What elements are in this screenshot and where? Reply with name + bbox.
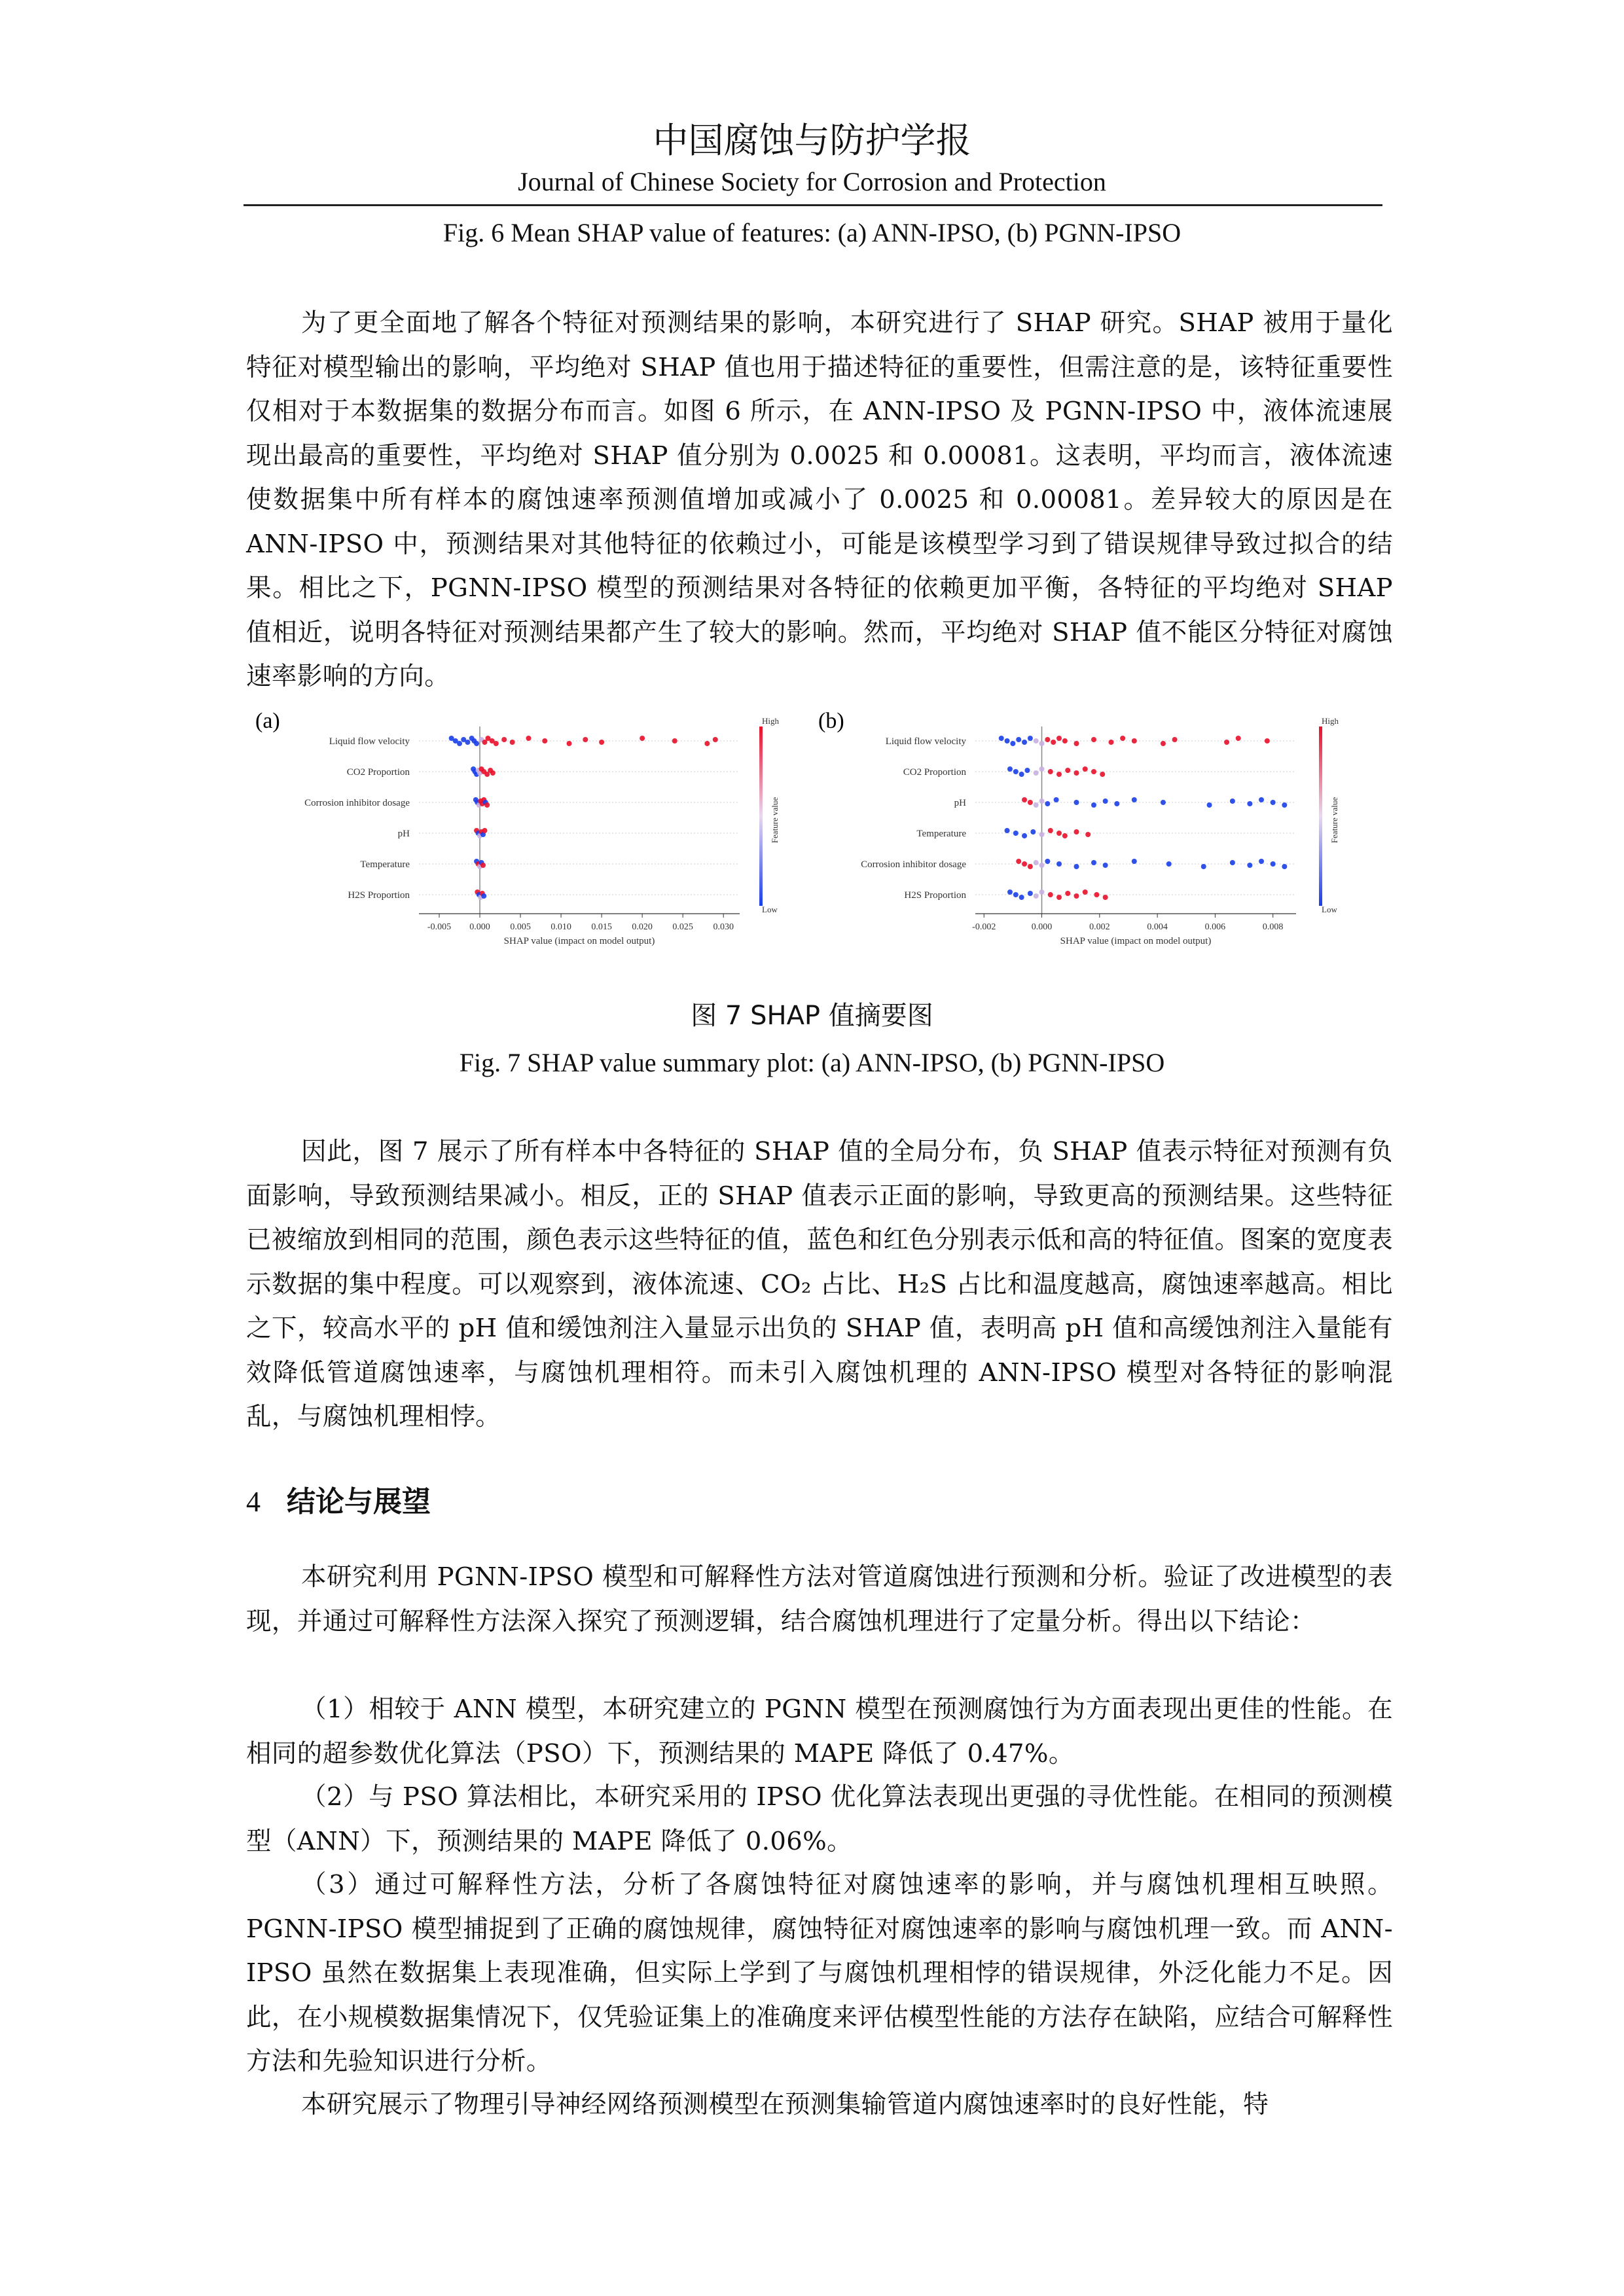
shap-point — [474, 741, 479, 746]
colorbar-title: Feature value — [1329, 797, 1339, 844]
shap-point — [1085, 832, 1091, 837]
shap-point — [480, 863, 486, 868]
shap-point — [713, 737, 718, 742]
shap-point — [1065, 768, 1070, 773]
x-tick-label: 0.000 — [1031, 922, 1053, 932]
shap-point — [1065, 891, 1070, 896]
colorbar-high-label: High — [1322, 716, 1339, 726]
feature-label: Liquid flow velocity — [885, 736, 966, 747]
shap-point — [1034, 860, 1039, 865]
shap-point — [1022, 740, 1027, 745]
shap-point — [1230, 798, 1235, 804]
shap-point — [1062, 833, 1068, 838]
feature-label: H2S Proportion — [904, 890, 966, 901]
x-tick-label: 0.008 — [1262, 922, 1284, 932]
shap-point — [704, 741, 710, 746]
feature-label: CO2 Proportion — [903, 767, 966, 778]
shap-point — [1039, 832, 1045, 837]
shap-point — [1056, 861, 1062, 867]
shap-point — [457, 741, 462, 746]
shap-point — [1019, 895, 1024, 900]
colorbar — [1319, 726, 1322, 906]
fig7-caption-cn: 图 7 SHAP 值摘要图 — [691, 1001, 933, 1031]
shap-point — [1271, 800, 1276, 805]
shap-point — [1132, 859, 1137, 864]
shap-point — [1161, 800, 1166, 805]
shap-point — [1007, 766, 1013, 772]
x-tick-label: 0.000 — [469, 922, 490, 932]
shap-point — [1100, 772, 1105, 777]
shap-point — [1265, 738, 1270, 744]
shap-point — [1074, 770, 1079, 776]
shap-point — [1103, 863, 1108, 868]
x-axis-label: SHAP value (impact on model output) — [1060, 936, 1212, 946]
shap-point — [494, 741, 499, 746]
shap-point — [1034, 802, 1039, 808]
header-rule — [244, 204, 1382, 206]
colorbar-high-label: High — [762, 716, 779, 726]
shap-point — [1016, 859, 1021, 864]
shap-point — [1282, 864, 1287, 869]
shap-point — [1083, 889, 1088, 895]
shap-point — [1028, 891, 1033, 896]
shap-point — [1074, 741, 1079, 746]
shap-point — [1103, 895, 1108, 900]
shap-point — [1074, 800, 1079, 805]
panel-label: (b) — [818, 709, 844, 733]
shap-point — [1120, 736, 1125, 741]
x-tick-label: 0.002 — [1089, 922, 1110, 932]
feature-label: Temperature — [916, 829, 966, 839]
shap-point — [482, 828, 487, 833]
shap-point — [1054, 797, 1059, 802]
section-number: 4 — [246, 1486, 261, 1518]
shap-point — [501, 737, 507, 742]
x-tick-label: 0.010 — [550, 922, 571, 932]
shap-point — [1207, 802, 1212, 808]
colorbar-title: Feature value — [770, 797, 780, 844]
shap-point — [999, 736, 1004, 741]
x-tick-label: 0.020 — [632, 922, 653, 932]
shap-point — [1045, 737, 1050, 742]
shap-point — [1056, 895, 1062, 900]
paragraph-conclusion-2: （2）与 PSO 算法相比，本研究采用的 IPSO 优化算法表现出更强的寻优性能。在相同的预测模型（ANN）下，预测结果的 MAPE 降低了 0.06%。 — [246, 1782, 1393, 1856]
shap-point — [481, 893, 486, 899]
section-title: 结论与展望 — [287, 1485, 431, 1518]
shap-point — [1230, 860, 1235, 865]
shap-point — [1247, 863, 1252, 868]
fig6-caption-en: Fig. 6 Mean SHAP value of features: (a) ANN-IPSO, (b) PGNN-IPSO — [442, 218, 1182, 247]
shap-point — [1005, 828, 1010, 833]
x-tick-label: 0.005 — [510, 922, 531, 932]
shap-point — [1013, 892, 1019, 897]
colorbar — [759, 726, 763, 906]
shap-point — [1094, 892, 1099, 897]
shap-point — [1271, 861, 1276, 867]
shap-point — [1091, 769, 1096, 774]
paragraph-shap-distribution: 因此，图 7 展示了所有样本中各特征的 SHAP 值的全局分布，负 SHAP 值表示特征对预测有负面影响，导致预测结果减小。相反，正的 SHAP 值表示正面的影响，导致更高的预测结果。这些特征已被缩放到相同的范围，颜色表示这些特征的值，蓝色和红色分别表示低和高的特征值。图案的宽度表示数据的集中程度。可以观察到，液体流速、CO₂ 占比、H₂S 占比和温度越高，腐蚀速率越高。相比之下，较高水平的 pH 值和缓蚀剂注入量显示出负的 SHAP 值，表明高 pH 值和高缓蚀剂注入量能有效降低管道腐蚀速率，与腐蚀机理相符。而未引入腐蚀机理的 ANN-IPSO 模型对各特征的影响混乱，与腐蚀机理相悖。 — [246, 1137, 1393, 1431]
shap-point — [1132, 738, 1137, 744]
x-tick-label: 0.025 — [672, 922, 693, 932]
shap-point — [1091, 737, 1096, 742]
feature-label: pH — [954, 798, 966, 808]
shap-point — [1201, 864, 1206, 869]
shap-point — [1114, 801, 1119, 806]
shap-point — [1051, 740, 1056, 745]
shap-point — [1108, 740, 1113, 745]
paragraph-closing: 本研究展示了物理引导神经网络预测模型在预测集输管道内腐蚀速率时的良好性能，特 — [301, 2090, 1269, 2119]
journal-title-en: Journal of Chinese Society for Corrosion and Protection — [518, 167, 1106, 196]
x-axis-label: SHAP value (impact on model output) — [503, 936, 655, 946]
shap-point — [1161, 741, 1166, 746]
shap-point — [1048, 769, 1053, 774]
shap-point — [1247, 801, 1252, 806]
shap-point — [542, 738, 547, 744]
shap-point — [599, 740, 604, 745]
shap-point — [1005, 738, 1010, 744]
shap-point — [484, 802, 490, 808]
shap-point — [1022, 833, 1027, 838]
journal-title-cn: 中国腐蚀与防护学报 — [653, 120, 971, 161]
panel-b — [818, 709, 1339, 946]
colorbar-low-label: Low — [762, 905, 778, 914]
shap-point — [640, 736, 645, 741]
feature-label: Corrosion inhibitor dosage — [304, 798, 410, 808]
shap-point — [672, 738, 677, 744]
shap-point — [1091, 860, 1096, 865]
x-tick-label: -0.005 — [427, 922, 452, 932]
feature-label: Liquid flow velocity — [329, 736, 410, 747]
shap-point — [465, 740, 470, 745]
shap-point — [1172, 737, 1178, 742]
panel-a — [255, 709, 780, 946]
paragraph-conclusion-intro: 本研究利用 PGNN-IPSO 模型和可解释性方法对管道腐蚀进行预测和分析。验证了改进模型的表现，并通过可解释性方法深入探究了预测逻辑，结合腐蚀机理进行了定量分析。得出以下结论： — [246, 1562, 1393, 1636]
shap-point — [1039, 889, 1045, 895]
colorbar-low-label: Low — [1322, 905, 1337, 914]
shap-point — [1224, 740, 1229, 745]
shap-point — [1013, 831, 1019, 836]
x-tick-label: 0.006 — [1204, 922, 1226, 932]
shap-point — [1074, 893, 1079, 899]
shap-point — [1030, 829, 1036, 834]
shap-point — [1056, 772, 1062, 777]
section-heading — [246, 1478, 431, 1520]
panel-label: (a) — [255, 709, 280, 733]
shap-point — [526, 736, 531, 741]
shap-point — [1074, 829, 1079, 834]
shap-point — [1016, 737, 1021, 742]
feature-label: CO2 Proportion — [346, 767, 410, 778]
shap-point — [1103, 798, 1108, 804]
fig7-caption-en: Fig. 7 SHAP value summary plot: (a) ANN-IPSO, (b) PGNN-IPSO — [459, 1048, 1165, 1077]
shap-point — [1022, 797, 1027, 802]
shap-point — [1028, 864, 1033, 869]
shap-point — [1259, 797, 1264, 802]
shap-point — [1039, 798, 1045, 804]
shap-point — [510, 740, 515, 745]
shap-point — [1045, 801, 1050, 806]
shap-point — [1282, 802, 1287, 808]
shap-point — [1019, 772, 1024, 777]
x-tick-label: 0.015 — [591, 922, 612, 932]
shap-point — [1166, 861, 1172, 867]
feature-label: Temperature — [360, 859, 410, 870]
shap-point — [1034, 893, 1039, 899]
shap-point — [1010, 741, 1015, 746]
paragraph-shap-importance: 为了更全面地了解各个特征对预测结果的影响，本研究进行了 SHAP 研究。SHAP 被用于量化特征对模型输出的影响，平均绝对 SHAP 值也用于描述特征的重要性，但需注意的是，该特征重要性仅相对于本数据集的数据分布而言。如图 6 所示，在 ANN-IPSO 及 PGNN-IPSO 中，液体流速展现出最高的重要性，平均绝对 SHAP 值分别为 0.0025 和 0.00081。这表明，平均而言，液体流速使数据集中所有样本的腐蚀速率预测值增加或减小了 0.0025 和 0.00081。差异较大的原因是在 ANN-IPSO 中，预测结果对其他特征的依赖过小，可能是该模型学习到了错误规律导致过拟合的结果。相比之下，PGNN-IPSO 模型的预测结果对各特征的依赖更加平衡，各特征的平均绝对 SHAP 值相近，说明各特征对预测结果都产生了较大的影响。然而，平均绝对 SHAP 值不能区分特征对腐蚀速率影响的方向。 — [246, 308, 1393, 691]
shap-point — [1062, 738, 1068, 744]
shap-point — [1083, 766, 1088, 772]
feature-label: pH — [397, 829, 410, 839]
shap-point — [1056, 736, 1062, 741]
shap-point — [1039, 863, 1045, 868]
feature-label: H2S Proportion — [348, 890, 410, 901]
shap-point — [1013, 769, 1019, 774]
shap-point — [1132, 797, 1137, 802]
shap-point — [1028, 736, 1033, 741]
shap-point — [566, 741, 571, 746]
shap-point — [1056, 831, 1062, 836]
shap-point — [1259, 859, 1264, 864]
fig7-shap-summary — [255, 707, 1381, 982]
shap-point — [1039, 741, 1045, 746]
x-tick-label: 0.004 — [1147, 922, 1168, 932]
feature-label: Corrosion inhibitor dosage — [861, 859, 966, 870]
shap-point — [1048, 828, 1053, 833]
shap-point — [1236, 736, 1241, 741]
shap-point — [490, 770, 496, 776]
shap-point — [1028, 800, 1033, 805]
x-tick-label: 0.030 — [713, 922, 734, 932]
shap-point — [1024, 768, 1030, 773]
shap-point — [1022, 861, 1027, 867]
shap-point — [1034, 738, 1039, 744]
shap-point — [583, 737, 588, 742]
shap-point — [1074, 864, 1079, 869]
x-tick-label: -0.002 — [972, 922, 996, 932]
shap-point — [1048, 892, 1053, 897]
paragraph-conclusion-3: （3）通过可解释性方法，分析了各腐蚀特征对腐蚀速率的影响，并与腐蚀机理相互映照。PGNN-IPSO 模型捕捉到了正确的腐蚀规律，腐蚀特征对腐蚀速率的影响与腐蚀机理一致。而 ANN-IPSO 虽然在数据集上表现准确，但实际上学到了与腐蚀机理相悖的错误规律，外泛化能力不足。因此，在小规模数据集情况下，仅凭验证集上的准确度来评估模型性能的方法存在缺陷，应结合可解释性方法和先验知识进行分析。 — [246, 1870, 1393, 2076]
shap-point — [1007, 889, 1013, 895]
shap-point — [1045, 859, 1050, 864]
shap-point — [1034, 770, 1039, 776]
paragraph-conclusion-1: （1）相较于 ANN 模型，本研究建立的 PGNN 模型在预测腐蚀行为方面表现出更佳的性能。在相同的超参数优化算法（PSO）下，预测结果的 MAPE 降低了 0.47%。 — [246, 1695, 1393, 1768]
shap-point — [1091, 802, 1096, 808]
shap-point — [1039, 766, 1045, 772]
